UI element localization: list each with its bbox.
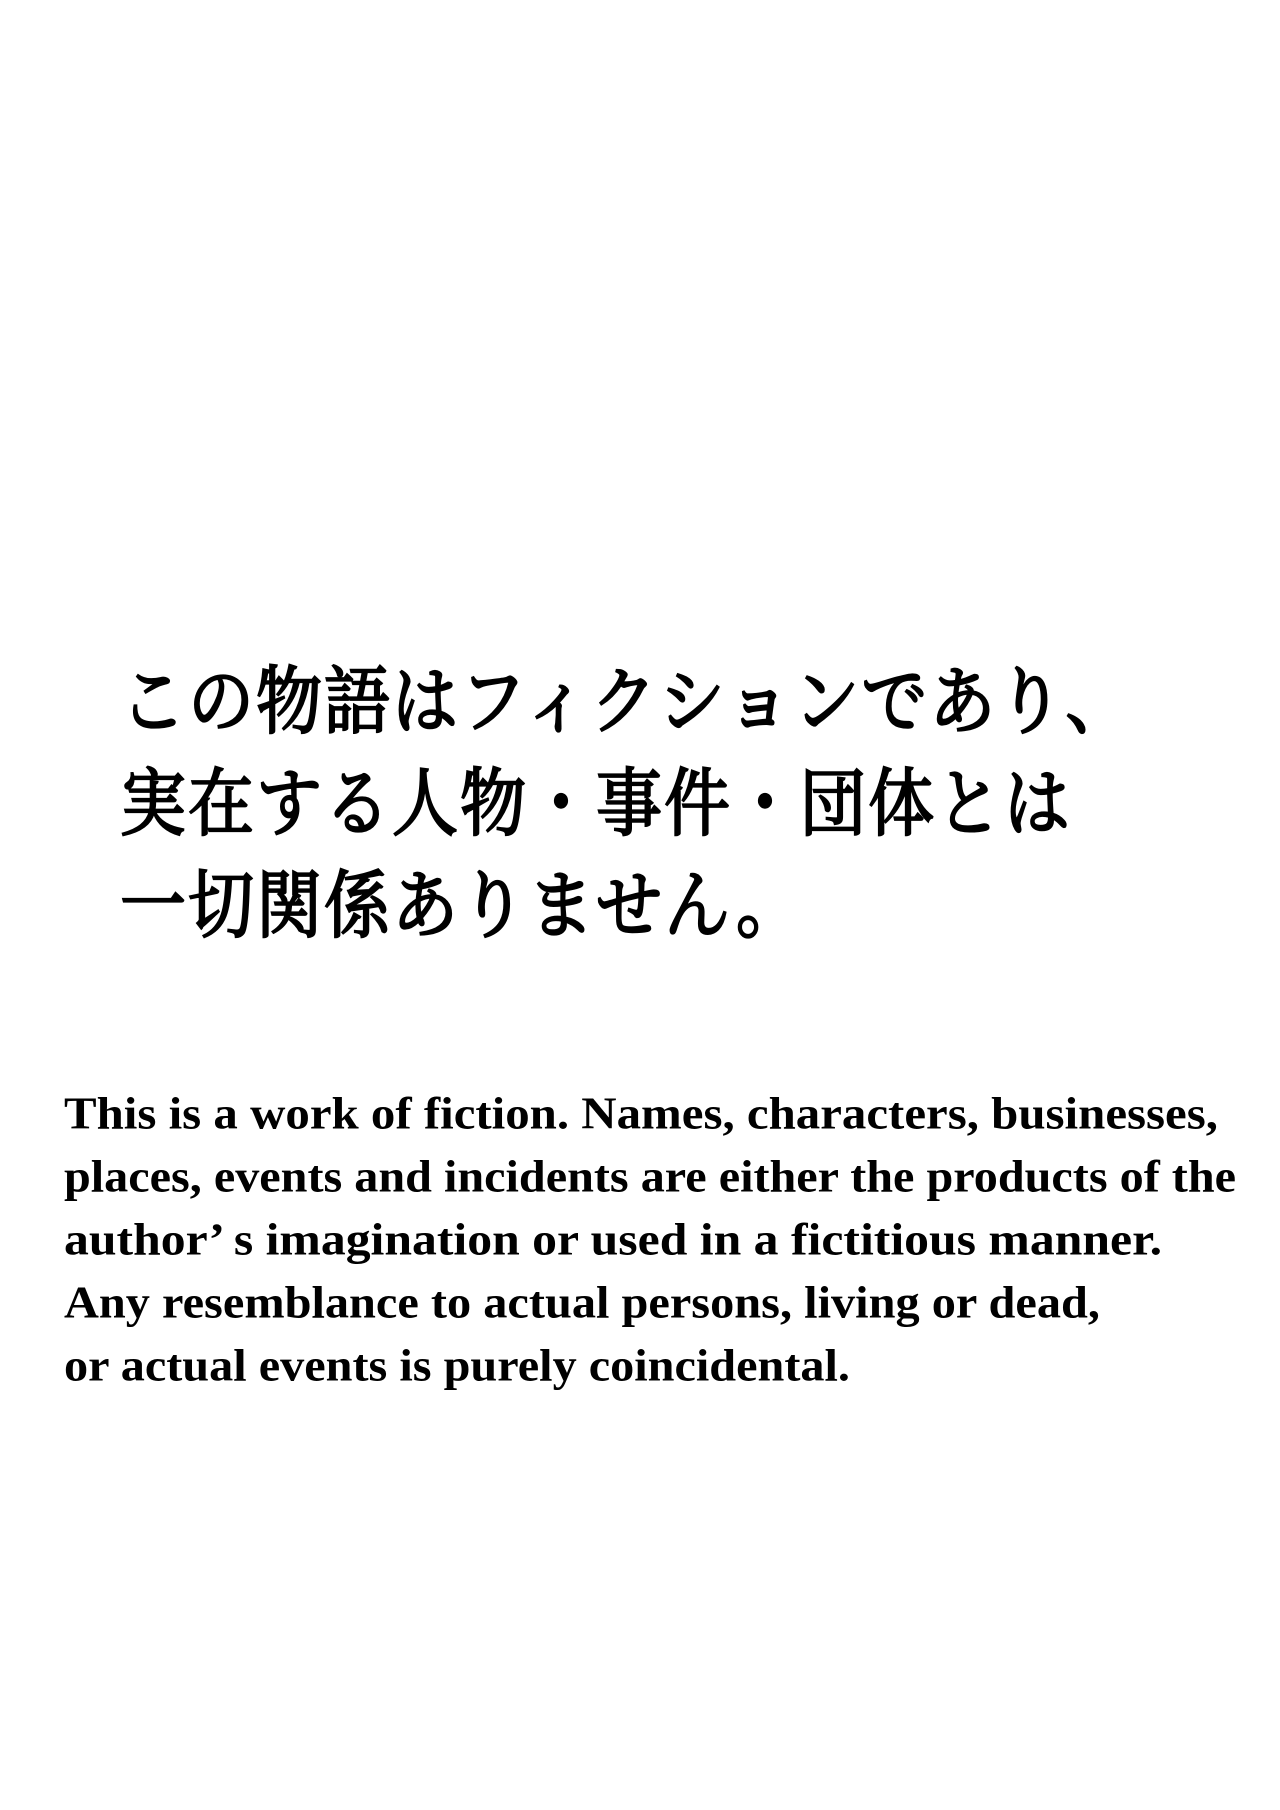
english-line: or actual events is purely coincidental. — [64, 1339, 851, 1391]
english-line: places, events and incidents are either the products of the — [64, 1150, 1236, 1202]
english-line: author’ s imagination or used in a fictitious manner. — [64, 1213, 1162, 1265]
japanese-line: 一切関係ありません。 — [120, 861, 804, 949]
japanese-disclaimer — [120, 650, 1133, 956]
english-disclaimer — [64, 1082, 1236, 1397]
japanese-line: 実在する人物・事件・団体とは — [120, 759, 1072, 847]
japanese-line: この物語はフィクションであり、 — [120, 657, 1134, 745]
english-line: This is a work of fiction. Names, characters, businesses, — [64, 1087, 1218, 1139]
english-line: Any resemblance to actual persons, living or dead, — [64, 1276, 1100, 1328]
